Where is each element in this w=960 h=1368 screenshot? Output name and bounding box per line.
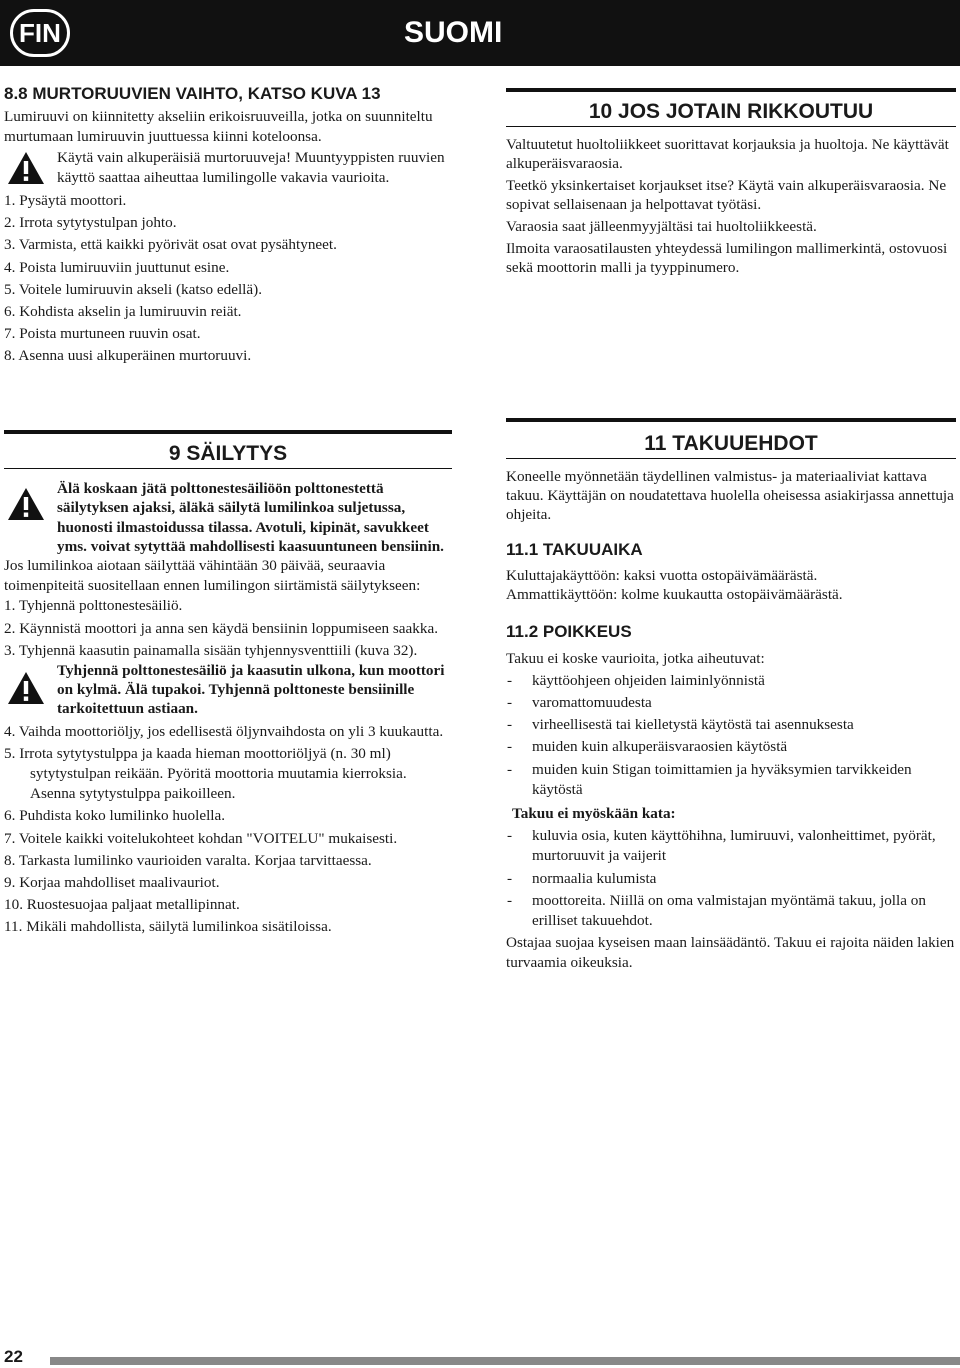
section-11-intro: Koneelle myönnetään täydellinen valmistus- ja materiaaliviat kattava takuu. Käyttäjän on noudatettava huolella oheisessa asiakirjassa annettuja ohjeita.	[506, 468, 954, 524]
language-title: SUOMI	[404, 16, 503, 49]
list-item: - muiden kuin alkuperäisvaraosien käytöstä	[507, 738, 788, 756]
list-item: 6. Puhdista koko lumilinko huolella.	[4, 807, 226, 825]
section-11-2-intro: Takuu ei koske vaurioita, jotka aiheutuvat:	[506, 649, 765, 667]
footer-bar	[50, 1357, 960, 1365]
warning-icon	[7, 151, 45, 185]
list-item: - normaalia kulumista	[507, 869, 657, 887]
warning-block	[4, 661, 452, 719]
paragraph: Varaosia saat jälleenmyyjältäsi tai huoltoliikkeestä.	[506, 218, 817, 236]
section-8-8-title: 8.8 MURTORUUVIEN VAIHTO, KATSO KUVA 13	[4, 84, 381, 103]
list-item: 8. Tarkasta lumilinko vaurioiden varalta. Korjaa tarvittaessa.	[4, 851, 372, 869]
list-item: - käyttöohjeen ohjeiden laiminlyönnistä	[507, 671, 765, 689]
warranty-professional: Ammattikäyttöön: kolme kuukautta ostopäivämäärästä.	[506, 586, 843, 604]
left-column	[4, 84, 450, 367]
list-item: - moottoreita. Niillä on oma valmistajan myöntämä takuu, jolla on erilliset takuuehdot.	[507, 891, 926, 930]
list-item: 3. Varmista, että kaikki pyörivät osat ovat pysähtyneet.	[4, 236, 337, 254]
list-item: - varomattomuudesta	[507, 694, 652, 712]
warning-text: Käytä vain alkuperäisiä murtoruuveja! Muuntyyppisten ruuvien käyttö saattaa aiheuttaa lumilingolle vakavia vaurioita.	[57, 148, 445, 186]
list-item: 6. Kohdista akselin ja lumiruuvin reiät.	[4, 303, 242, 321]
section-divider	[506, 126, 956, 127]
section-rule	[4, 430, 452, 434]
also-not-covered-heading: Takuu ei myöskään kata:	[512, 805, 676, 823]
section-11-1-title: 11.1 TAKUUAIKA	[506, 540, 643, 560]
list-item: 8. Asenna uusi alkuperäinen murtoruuvi.	[4, 347, 252, 365]
list-item: 4. Vaihda moottoriöljy, jos edellisestä öljynvaihdosta on yli 3 kuukautta.	[4, 722, 444, 740]
section-8-8-steps	[4, 191, 450, 367]
list-item: 9. Korjaa mahdolliset maalivauriot.	[4, 874, 220, 892]
warning-block	[4, 479, 452, 556]
list-item: 7. Poista murtuneen ruuvin osat.	[4, 325, 201, 343]
not-covered-list	[506, 826, 956, 931]
list-item: 10. Ruostesuojaa paljaat metallipinnat.	[4, 896, 240, 914]
list-item: 5. Voitele lumiruuvin akseli (katso edellä).	[4, 280, 262, 298]
list-item: 5. Irrota sytytystulppa ja kaada hieman moottoriöljyä (n. 30 ml) sytytystulpan reikään. Pyöritä moottoria muutamia kierroksia. Asenna sytytystulppa paikoilleen.	[4, 744, 407, 803]
list-item: - muiden kuin Stigan toimittamien ja hyväksymien tarvikkeiden käytöstä	[507, 760, 912, 798]
list-item: 2. Irrota sytytystulpan johto.	[4, 214, 177, 232]
list-item: 1. Pysäytä moottori.	[4, 192, 127, 210]
warranty-consumer: Kuluttajakäyttöön: kaksi vuotta ostopäivämäärästä.	[506, 567, 818, 585]
exclusion-list	[506, 671, 956, 800]
list-item: - kuluvia osia, kuten käyttöhihna, lumiruuvi, valonheittimet, pyörät, murtoruuvit ja vaijerit	[507, 827, 936, 865]
section-divider	[4, 468, 452, 469]
section-9-steps-a	[4, 596, 452, 661]
section-11	[506, 418, 956, 974]
section-rule	[506, 88, 956, 92]
section-9-title: 9 SÄILYTYS	[168, 442, 288, 465]
section-divider	[506, 458, 956, 459]
paragraph: Ilmoita varaosatilausten yhteydessä lumilingon mallimerkintä, ostovuosi sekä moottorin malli ja tyyppinumero.	[506, 240, 948, 277]
page-number: 22	[4, 1347, 23, 1366]
section-11-2-title: 11.2 POIKKEUS	[506, 622, 632, 642]
warning-text: Älä koskaan jätä polttonestesäiliöön polttonestettä säilytyksen ajaksi, äläkä säilytä lumilinkoa suljetussa, huonosti ilmastoidussa tilassa. Avotuli, kipinät, savukkeet yms. voivat sytyttää mahdollisesti kaasuuntuneen bensiinin.	[57, 480, 444, 555]
list-item: 11. Mikäli mahdollista, säilytä lumilinkoa sisätiloissa.	[4, 918, 332, 936]
list-item: 1. Tyhjennä polttonestesäiliö.	[4, 597, 183, 615]
section-11-title: 11 TAKUUEHDOT	[644, 432, 818, 455]
section-9-intro: Jos lumilinkoa aiotaan säilyttää vähintään 30 päivää, seuraavia toimenpiteitä suositellaan ennen lumilingon siirtämistä säilytykseen:	[4, 557, 421, 595]
list-item: - virheellisestä tai kielletystä käytöstä tai asennuksesta	[507, 716, 854, 734]
warning-block	[4, 148, 450, 188]
section-9	[4, 430, 452, 938]
list-item: 3. Tyhjennä kaasutin painamalla sisään tyhjennysventtiili (kuva 32).	[4, 641, 418, 659]
section-11-outro: Ostajaa suojaa kyseisen maan lainsäädäntö. Takuu ei rajoita näiden lakien turvaamia oikeuksia.	[506, 934, 955, 972]
list-item: 4. Poista lumiruuviin juuttunut esine.	[4, 258, 230, 276]
section-10-title: 10 JOS JOTAIN RIKKOUTUU	[588, 100, 874, 123]
warning-icon	[7, 671, 45, 705]
list-item: 7. Voitele kaikki voitelukohteet kohdan "VOITELU" mukaisesti.	[4, 829, 398, 847]
warning-text: Tyhjennä polttonestesäiliö ja kaasutin ulkona, kun moottori on kylmä. Älä tupakoi. Tyhjennä polttoneste bensiinille tarkoitettuun astiaan.	[57, 662, 445, 718]
section-rule	[506, 418, 956, 422]
section-10	[506, 88, 956, 277]
paragraph: Teetkö yksinkertaiset korjaukset itse? Käytä vain alkuperäisvaraosia. Ne sopivat sellaisenaan ja helpottavat työtäsi.	[506, 177, 947, 214]
warning-icon	[7, 487, 45, 521]
language-badge: FIN	[10, 9, 70, 57]
section-9-steps-b	[4, 722, 452, 938]
paragraph: Valtuutetut huoltoliikkeet suorittavat korjauksia ja huoltoja. Ne käyttävät alkuperäisvaraosia.	[506, 136, 949, 173]
section-8-8-intro: Lumiruuvi on kiinnitetty akseliin erikoisruuveilla, jotka on suunniteltu murtumaan lumiruuvin juuttuessa kiinni koteloonsa.	[4, 108, 433, 146]
list-item: 2. Käynnistä moottori ja anna sen käydä bensiinin loppumiseen saakka.	[4, 619, 439, 637]
page-header	[0, 0, 960, 66]
